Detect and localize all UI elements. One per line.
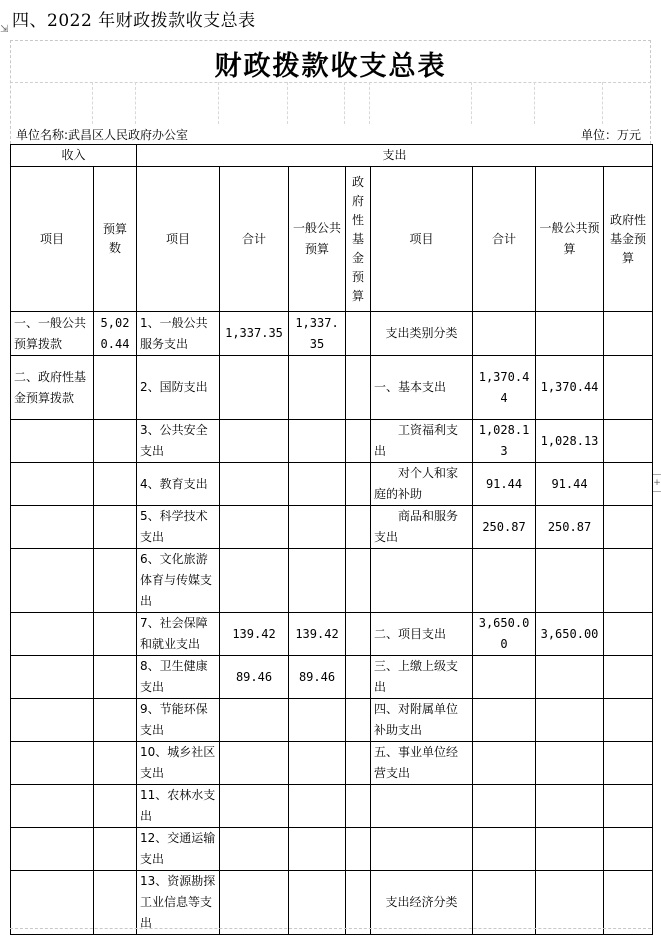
table-row — [11, 699, 653, 742]
cell-expense-fund2 — [604, 420, 653, 463]
header-item2: 项目 — [371, 167, 473, 312]
cell-expense-general2: 1,370.44 — [536, 356, 604, 420]
cell-expense-general — [289, 506, 346, 549]
cell-income-budget — [94, 742, 137, 785]
table-row — [11, 463, 653, 506]
cell-expense-item: 10、城乡社区支出 — [137, 742, 220, 785]
table-title: 财政拨款收支总表 — [214, 51, 447, 82]
cell-expense-item: 9、节能环保支出 — [137, 699, 220, 742]
cell-expense-general2 — [536, 699, 604, 742]
cell-income-budget — [94, 356, 137, 420]
cell-expense-total2 — [473, 312, 536, 356]
empty-grid-row — [10, 82, 651, 124]
cell-expense-item2: 二、项目支出 — [371, 613, 473, 656]
cell-expense-total — [220, 420, 289, 463]
header-expense: 支出 — [137, 145, 653, 167]
header-budget: 预算数 — [94, 167, 137, 312]
add-column-icon[interactable]: + — [652, 474, 661, 492]
cell-expense-item2: 支出类别分类 — [371, 312, 473, 356]
cell-expense-item: 6、文化旅游体育与传媒支出 — [137, 549, 220, 613]
cell-income-budget — [94, 506, 137, 549]
cell-expense-item2: 一、基本支出 — [371, 356, 473, 420]
section-heading: 四、2022 年财政拨款收支总表 — [12, 11, 256, 31]
cell-expense-total — [220, 871, 289, 935]
cell-expense-total2 — [473, 871, 536, 935]
cell-expense-general2 — [536, 549, 604, 613]
gridline-bottom — [10, 928, 651, 929]
cell-expense-total2: 3,650.00 — [473, 613, 536, 656]
cell-expense-fund — [346, 742, 371, 785]
cell-income-item — [11, 656, 94, 699]
cell-expense-fund2 — [604, 506, 653, 549]
cell-expense-total: 139.42 — [220, 613, 289, 656]
cell-expense-general2 — [536, 312, 604, 356]
table-row — [11, 742, 653, 785]
cell-income-budget — [94, 656, 137, 699]
table-row — [11, 656, 653, 699]
cell-expense-item: 13、资源勘探工业信息等支出 — [137, 871, 220, 935]
cell-expense-fund2 — [604, 828, 653, 871]
cell-expense-item: 8、卫生健康支出 — [137, 656, 220, 699]
cell-expense-total2 — [473, 742, 536, 785]
cell-income-item — [11, 785, 94, 828]
cell-expense-fund — [346, 356, 371, 420]
table-row — [11, 828, 653, 871]
gridline-top — [10, 40, 651, 41]
cell-income-budget — [94, 785, 137, 828]
cell-expense-total — [220, 549, 289, 613]
table-row — [11, 785, 653, 828]
cell-expense-total — [220, 699, 289, 742]
cell-expense-general — [289, 463, 346, 506]
cell-expense-item2: 四、对附属单位补助支出 — [371, 699, 473, 742]
cell-expense-fund — [346, 549, 371, 613]
cell-expense-total — [220, 356, 289, 420]
cell-expense-total2 — [473, 699, 536, 742]
cell-income-item — [11, 506, 94, 549]
cell-expense-total — [220, 742, 289, 785]
cell-expense-total — [220, 463, 289, 506]
cell-expense-general — [289, 871, 346, 935]
cell-expense-fund2 — [604, 656, 653, 699]
cell-income-item — [11, 871, 94, 935]
header-item: 项目 — [137, 167, 220, 312]
header-income: 收入 — [11, 145, 137, 167]
unit-name: 单位名称:武昌区人民政府办公室 — [16, 128, 189, 142]
cell-expense-total — [220, 506, 289, 549]
cell-expense-item2: 支出经济分类 — [371, 871, 473, 935]
header-total: 合计 — [220, 167, 289, 312]
cell-expense-fund2 — [604, 549, 653, 613]
cell-expense-item2: 工资福利支出 — [371, 420, 473, 463]
cell-expense-general2 — [536, 656, 604, 699]
cell-expense-total — [220, 785, 289, 828]
cell-expense-fund — [346, 699, 371, 742]
cell-expense-general2 — [536, 742, 604, 785]
cell-expense-total2: 91.44 — [473, 463, 536, 506]
cell-expense-general — [289, 356, 346, 420]
cell-income-item — [11, 549, 94, 613]
unit-label: 单位：万元 — [580, 128, 641, 142]
cell-expense-general: 89.46 — [289, 656, 346, 699]
cell-expense-general2 — [536, 828, 604, 871]
cell-expense-fund2 — [604, 613, 653, 656]
cell-expense-total2: 1,028.13 — [473, 420, 536, 463]
budget-table — [10, 144, 653, 935]
cell-income-budget — [94, 871, 137, 935]
cell-expense-total2: 1,370.44 — [473, 356, 536, 420]
cell-income-budget — [94, 699, 137, 742]
cell-expense-total2 — [473, 549, 536, 613]
cell-expense-total2 — [473, 656, 536, 699]
cell-expense-total: 89.46 — [220, 656, 289, 699]
table-row — [11, 871, 653, 935]
table-row — [11, 420, 653, 463]
cell-expense-general: 1,337.35 — [289, 312, 346, 356]
cell-expense-item: 1、一般公共服务支出 — [137, 312, 220, 356]
cell-expense-general2: 1,028.13 — [536, 420, 604, 463]
cell-expense-item: 12、交通运输支出 — [137, 828, 220, 871]
cell-expense-fund — [346, 506, 371, 549]
cell-income-item — [11, 613, 94, 656]
cell-expense-general — [289, 549, 346, 613]
cell-expense-fund2 — [604, 312, 653, 356]
table-move-handle-icon[interactable]: ⇲ — [0, 24, 9, 35]
header-fund: 政府性基金预算 — [346, 167, 371, 312]
table-row — [11, 356, 653, 420]
cell-expense-total2 — [473, 785, 536, 828]
cell-expense-fund2 — [604, 871, 653, 935]
cell-expense-total — [220, 828, 289, 871]
cell-expense-general — [289, 742, 346, 785]
cell-expense-item2: 三、上缴上级支出 — [371, 656, 473, 699]
cell-expense-general — [289, 828, 346, 871]
header-general2: 一般公共预算 — [536, 167, 604, 312]
cell-expense-item2 — [371, 828, 473, 871]
cell-expense-fund2 — [604, 699, 653, 742]
cell-expense-total: 1,337.35 — [220, 312, 289, 356]
cell-expense-general2: 3,650.00 — [536, 613, 604, 656]
cell-income-budget — [94, 420, 137, 463]
cell-income-budget — [94, 828, 137, 871]
cell-expense-general2 — [536, 871, 604, 935]
cell-expense-general2: 250.87 — [536, 506, 604, 549]
cell-expense-general2 — [536, 785, 604, 828]
cell-income-item — [11, 742, 94, 785]
header-general: 一般公共预算 — [289, 167, 346, 312]
cell-expense-item: 11、农林水支出 — [137, 785, 220, 828]
cell-expense-total2 — [473, 828, 536, 871]
cell-expense-fund — [346, 785, 371, 828]
cell-income-item — [11, 463, 94, 506]
cell-expense-fund — [346, 312, 371, 356]
cell-expense-item2 — [371, 549, 473, 613]
header-total2: 合计 — [473, 167, 536, 312]
cell-expense-item: 2、国防支出 — [137, 356, 220, 420]
header-fund2: 政府性基金预算 — [604, 167, 653, 312]
cell-expense-fund — [346, 871, 371, 935]
cell-expense-fund — [346, 656, 371, 699]
cell-expense-general — [289, 420, 346, 463]
table-row — [11, 312, 653, 356]
table-row — [11, 506, 653, 549]
cell-income-budget — [94, 613, 137, 656]
cell-income-item: 二、政府性基金预算拨款 — [11, 356, 94, 420]
cell-expense-fund — [346, 463, 371, 506]
cell-income-item — [11, 699, 94, 742]
cell-expense-general2: 91.44 — [536, 463, 604, 506]
cell-expense-item: 7、社会保障和就业支出 — [137, 613, 220, 656]
cell-expense-item2 — [371, 785, 473, 828]
cell-income-budget — [94, 463, 137, 506]
cell-expense-fund — [346, 828, 371, 871]
cell-expense-item2: 商品和服务支出 — [371, 506, 473, 549]
cell-expense-item: 5、科学技术支出 — [137, 506, 220, 549]
cell-expense-total2: 250.87 — [473, 506, 536, 549]
cell-income-budget: 5,020.44 — [94, 312, 137, 356]
cell-income-budget — [94, 549, 137, 613]
cell-expense-item: 3、公共安全支出 — [137, 420, 220, 463]
cell-expense-item2: 对个人和家庭的补助 — [371, 463, 473, 506]
cell-expense-item2: 五、事业单位经营支出 — [371, 742, 473, 785]
cell-expense-fund — [346, 420, 371, 463]
cell-expense-general: 139.42 — [289, 613, 346, 656]
table-row — [11, 613, 653, 656]
cell-expense-fund2 — [604, 356, 653, 420]
cell-income-item — [11, 420, 94, 463]
cell-income-item — [11, 828, 94, 871]
cell-expense-fund2 — [604, 785, 653, 828]
cell-expense-general — [289, 785, 346, 828]
cell-expense-general — [289, 699, 346, 742]
cell-expense-item: 4、教育支出 — [137, 463, 220, 506]
cell-expense-fund2 — [604, 463, 653, 506]
cell-income-item: 一、一般公共预算拨款 — [11, 312, 94, 356]
table-row — [11, 549, 653, 613]
header-item: 项目 — [11, 167, 94, 312]
cell-expense-fund2 — [604, 742, 653, 785]
cell-expense-fund — [346, 613, 371, 656]
